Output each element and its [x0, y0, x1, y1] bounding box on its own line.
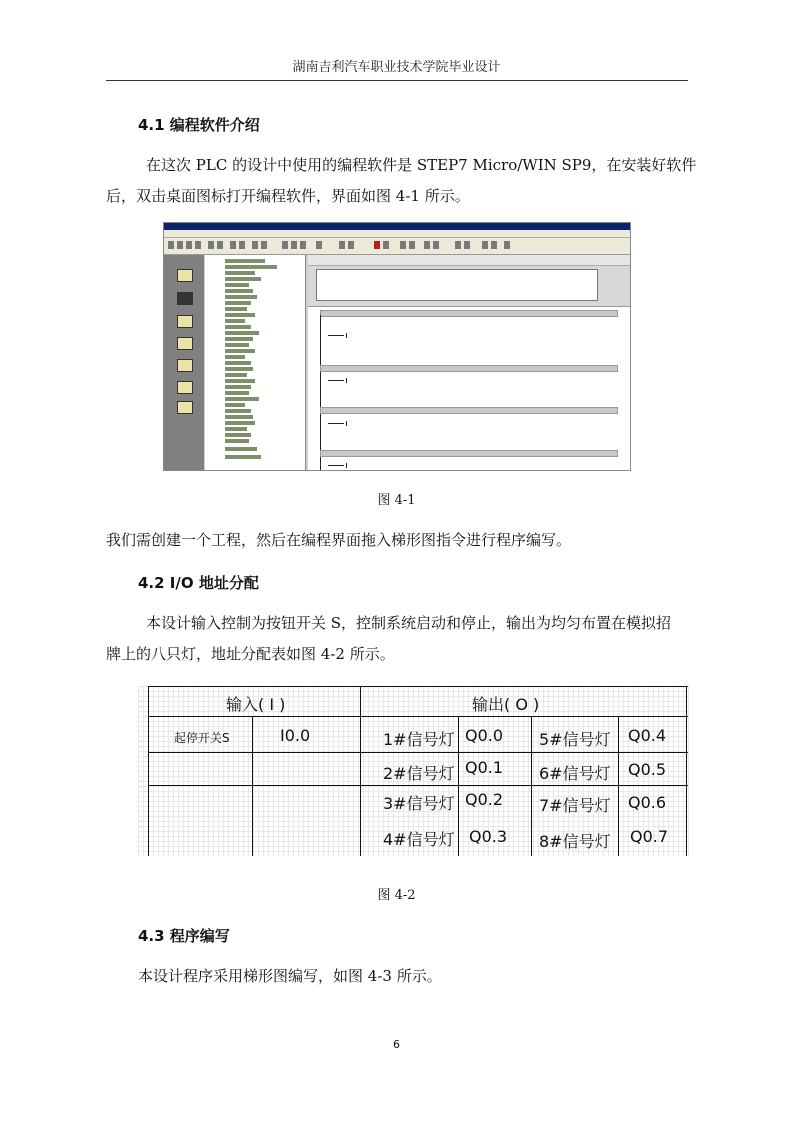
screenshot-menubar [164, 230, 630, 238]
output-address-6: Q0.5 [628, 760, 667, 779]
output-label-6: 6#信号灯 [539, 764, 611, 783]
paragraph-4-2-line2: 牌上的八只灯，地址分配表如图 4-2 所示。 [106, 645, 395, 663]
io-address-table [138, 686, 689, 856]
screenshot-ladder-editor [308, 255, 630, 470]
screenshot-navigation-bar [164, 255, 204, 470]
paragraph-4-2-line1: 本设计输入控制为按钮开关 S，控制系统启动和停止，输出为均匀布置在模拟招 [146, 614, 672, 632]
paragraph-after-figure-4-1: 我们需创建一个工程，然后在编程界面拖入梯形图指令进行程序编写。 [106, 531, 572, 549]
output-label-1: 1#信号灯 [383, 730, 455, 749]
section-heading-4-3: 4.3 程序编写 [138, 927, 230, 945]
input-label: 起停开关S [174, 731, 230, 745]
paragraph-4-1-line2: 后，双击桌面图标打开编程软件，界面如图 4-1 所示。 [106, 187, 470, 205]
output-address-8: Q0.7 [630, 827, 669, 846]
output-address-2: Q0.1 [465, 758, 504, 777]
output-address-3: Q0.2 [465, 790, 504, 809]
output-address-7: Q0.6 [628, 793, 667, 812]
input-header: 输入( I ) [226, 695, 286, 714]
output-label-5: 5#信号灯 [539, 730, 611, 749]
screenshot-instruction-tree [205, 255, 306, 470]
section-heading-4-2: 4.2 I/O 地址分配 [138, 574, 259, 592]
page-number: 6 [393, 1038, 400, 1051]
output-address-4: Q0.3 [469, 827, 508, 846]
input-address: I0.0 [280, 726, 311, 745]
figure-4-2-caption: 图 4-2 [377, 888, 416, 903]
screenshot-toolbar [164, 238, 630, 255]
output-label-4: 4#信号灯 [383, 830, 455, 849]
output-address-5: Q0.4 [628, 726, 667, 745]
output-header: 输出( O ) [472, 695, 540, 714]
output-label-7: 7#信号灯 [539, 796, 611, 815]
output-label-8: 8#信号灯 [539, 832, 611, 851]
header-rule [106, 80, 688, 81]
output-label-3: 3#信号灯 [383, 794, 455, 813]
section-heading-4-1: 4.1 编程软件介绍 [138, 116, 260, 134]
step7-software-screenshot [163, 222, 631, 471]
paragraph-4-1-line1: 在这次 PLC 的设计中使用的编程软件是 STEP7 Micro/WIN SP9，在安装好软件 [146, 156, 697, 174]
output-label-2: 2#信号灯 [383, 764, 455, 783]
output-address-1: Q0.0 [465, 726, 504, 745]
page-header: 湖南吉利汽车职业技术学院毕业设计 [292, 60, 501, 75]
figure-4-1-caption: 图 4-1 [377, 493, 416, 508]
screenshot-titlebar [164, 223, 630, 230]
paragraph-4-3: 本设计程序采用梯形图编写，如图 4-3 所示。 [138, 967, 442, 985]
